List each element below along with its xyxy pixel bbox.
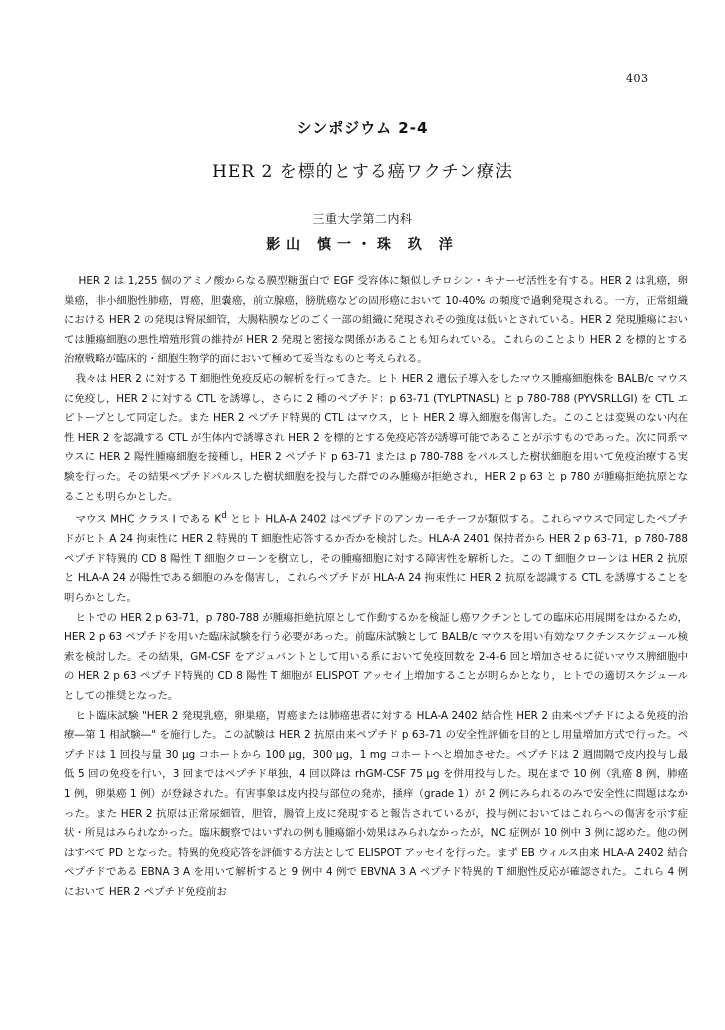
symposium-title: シンポジウム 2-4 [296,119,429,137]
affiliation: 三重大学第二内科 [312,212,413,226]
paragraph-3: マウス MHC クラス I である $K^d$ とヒト HLA-A 2402 はペプチドのアンカーモチーフが類似する。これらマウスで同定したペプチドがヒト A 24 拘束性に HER 2 特異的 T 細胞性応答するか否かを検討した。HLA-A 2401 保持者から HER 2 p 63-71，p 780-788 ペプチド特異的 CD 8 陽性 T 細胞クローンを樹立し，その腫瘍細胞に対する障害性を解析した。この T 細胞クローンは HER 2 抗原と HLA-A 24 が陽性である細胞のみを傷害し，これらペプチドが HLA-A 24 拘束性に HER 2 抗原を認識する CTL を誘導することを明らかとした。 [64,511,688,604]
paragraph-5: ヒト臨床試験 "HER 2 発現乳癌，卵巣癌，胃癌または肺癌患者に対する HLA-A 2402 結合性 HER 2 由来ペプチドによる免疫的治療―第 1 相試験―" を施行した。この試験は HER 2 抗原由来ペプチド p 63-71 の安全性評価を目的とし用量増加方式で行った。ペプチドは 1 回投与量 30 μg コホートから 100 μg，300 μg，1 mg コホートへと増加させた。ペプチドは 2 週間隔で皮内投与し最低 5 回の免疫を行い，3 回まではペプチド単独，4 回以降は rhGM-CSF 75 μg を併用投与した。現在まで 10 例（乳癌 8 例，肺癌 1 例，卵巣癌 1 例）が登録された。有害事象は皮内投与部位の発赤，掻痒（grade 1）が 2 例にみられるのみで安全性に問題はなかった。また HER 2 抗原は正常尿細管，胆管，腸管上皮に発現すると報告されているが，投与例においてはこれらへの傷害を示す症状・所見はみられなかった。臨床観察ではいずれの例も腫瘍縮小効果はみられなかったが，NC 症例が 10 例中 3 例に認めた。他の例はすべて PD となった。特異的免疫応答を評価する方法として ELISPOT アッセイを行った。まず EB ウィルス由来 HLA-A 2402 結合ペプチドである EBNA 3 A を用いて解析すると 9 例中 4 例で EBVNA 3 A ペプチド特異的 T 細胞性反応が確認された。これら 4 例において HER 2 ペプチド免疫前お [64,709,688,898]
article-title: HER 2 を標的とする癌ワクチン療法 [212,162,513,182]
page-number: 403 [626,72,649,85]
paragraph-1: HER 2 は 1,255 個のアミノ酸からなる膜型糖蛋白で EGF 受容体に類似しチロシン・キナーゼ活性を有する。HER 2 は乳癌，卵巣癌，非小細胞性肺癌，胃癌，胆嚢癌，前立腺癌，膀胱癌などの固形癌において 10-40% の頻度で過剰発現される。一方，正常組織における HER 2 の発現は腎尿細管，大腸粘膜などのごく一部の組織に発現されその強度は低いとされている。HER 2 発現腫瘍においては腫瘍細胞の悪性増殖形質の維持が HER 2 発現と密接な関係があることも知られている。これらのことより HER 2 を標的とする治療戦略が臨床的・細胞生物学的面において極めて妥当なものと考えられる。 [64,275,688,366]
body-text [64,272,688,902]
paragraph-4: ヒトでの HER 2 p 63-71，p 780-788 が腫瘍拒絶抗原として作動するかを検証し癌ワクチンとしての臨床応用展開をはかるため，HER 2 p 63 ペプチドを用いた臨床試験を行う必要があった。前臨床試験として BALB/c マウスを用い有効なワクチンスケジュール検索を検討した。その結果，GM-CSF をアジュバントとして用いる系において免疫回数を 2-4-6 回と増加させるに従いマウス脾細胞中の HER 2 p 63 ペプチド特異的 CD 8 陽性 T 細胞が ELISPOT アッセイ上増加することが明らかとなり，ヒトでの適切スケジュールとしての推奨となった。 [64,611,688,702]
authors: 影山 慎一・珠 玖 洋 [266,237,459,253]
paragraph-2: 我々は HER 2 に対する T 細胞性免疫反応の解析を行ってきた。ヒト HER 2 遺伝子導入をしたマウス腫瘍細胞株を BALB/c マウスに免疫し，HER 2 に対する CTL を誘導し，さらに 2 種のペプチド：p 63-71 (TYLPTNASL) と p 780-788 (PYVSRLLGI) を CTL エピトープとして同定した。また HER 2 ペプチド特異的 CTL はマウス，ヒト HER 2 導入細胞を傷害した。このことは変異のない内在性 HER 2 を認識する CTL が生体内で誘導され HER 2 を標的とする免疫応答が誘導可能であることが示すものであった。次に同系マウスに HER 2 陽性腫瘍細胞を接種し，HER 2 ペプチド p 63-71 または p 780-788 をパルスした樹状細胞を用いて免疫治療する実験を行った。その結果ペプチドパルスした樹状細胞を投与した群でのみ腫瘍が拒絶され，HER 2 p 63 と p 780 が腫瘍拒絶抗原となることも明らかとした。 [64,372,688,503]
